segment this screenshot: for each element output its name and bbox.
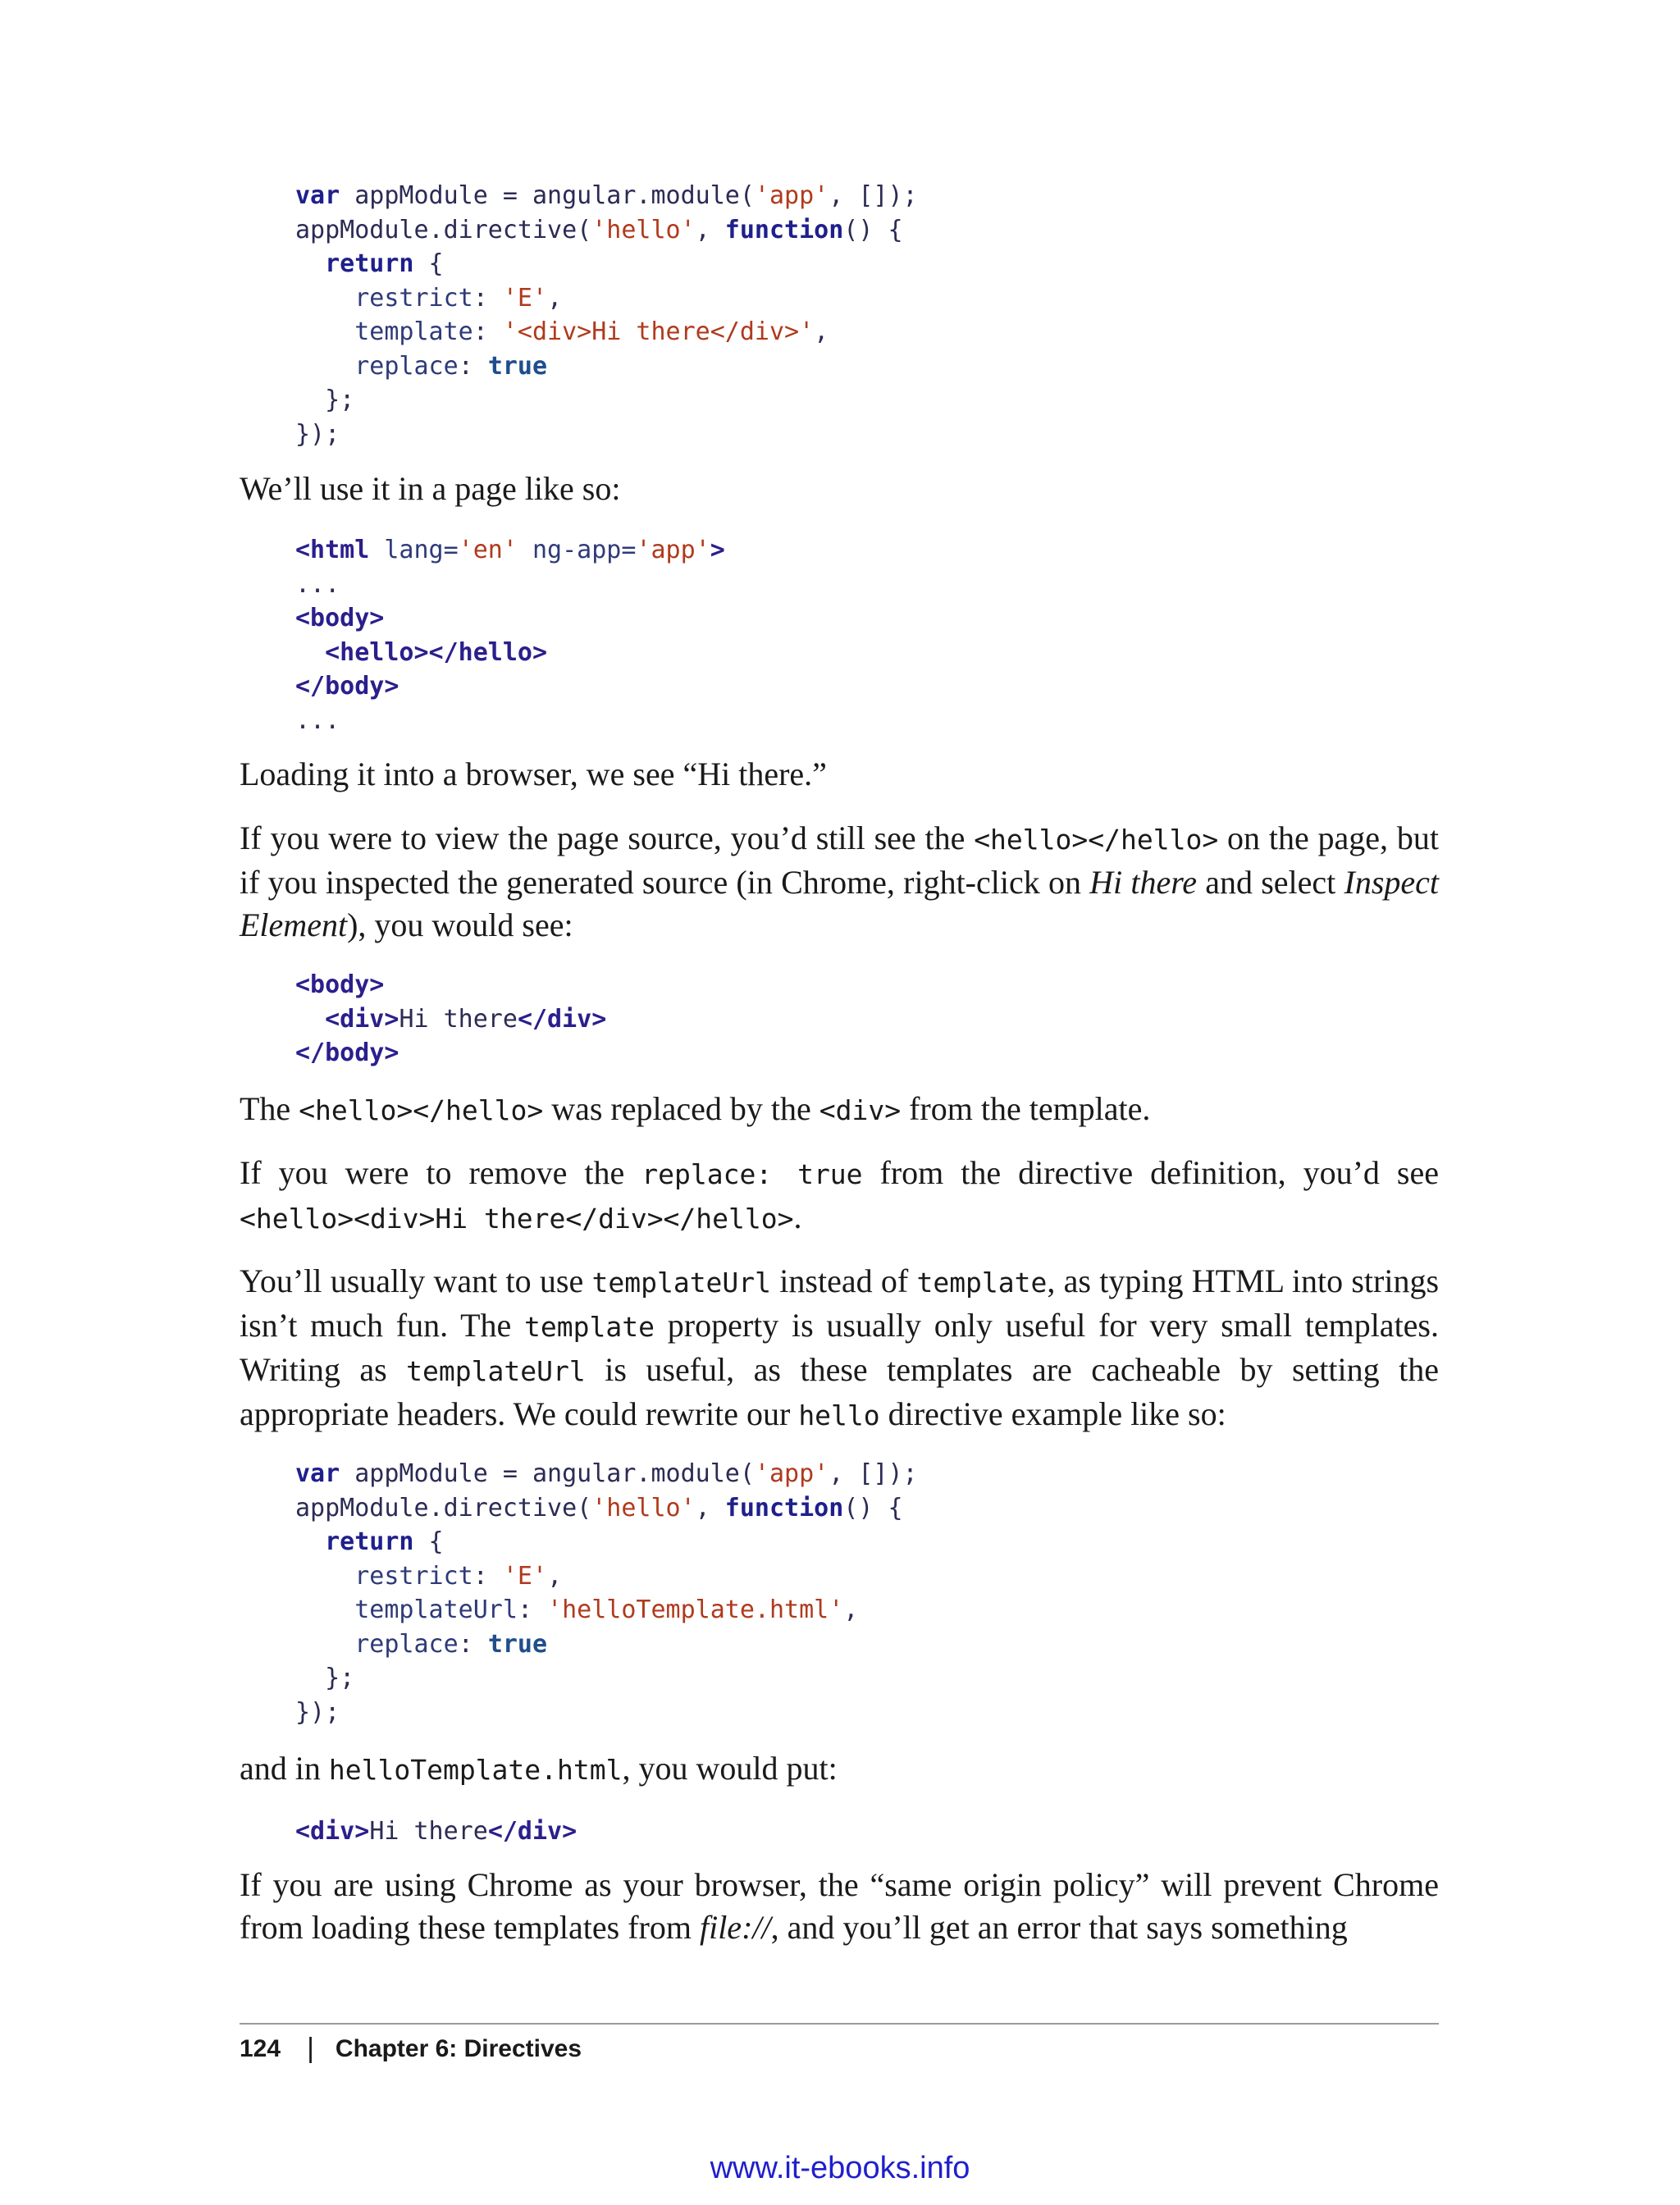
code-block-html-usage: <html lang='en' ng-app='app'> ... <body> <hello></hello> </body> ...	[295, 536, 725, 735]
paragraph: The <hello></hello> was replaced by the <div> from the template.	[240, 1090, 1151, 1127]
page-number: 124	[240, 2034, 281, 2062]
paragraph: and in helloTemplate.html, you would put:	[240, 1750, 838, 1787]
paragraph: If you were to view the page source, you’d still see the <hello></hello> on the page, but if you inspected the generated source (in Chrome, right-click on Hi there and select Inspect Element), you would see:	[240, 819, 1440, 943]
code-block-template-file: <div>Hi there</div>	[295, 1817, 578, 1846]
page-footer	[240, 2033, 582, 2065]
chapter-title: Chapter 6: Directives	[335, 2034, 582, 2062]
code-block-generated-source: <body> <div>Hi there</div> </body>	[295, 970, 607, 1067]
paragraph: If you were to remove the replace: true from the directive definition, you’d see <hello><div>Hi there</div></hello>.	[240, 1154, 1439, 1235]
footer-divider	[240, 2023, 1439, 2025]
watermark-link[interactable]: www.it-ebooks.info	[710, 2151, 970, 2185]
paragraph: If you are using Chrome as your browser, the “same origin policy” will prevent Chrome from loading these templates from file://, and you’ll get an error that says something	[240, 1866, 1439, 1946]
footer-separator: |	[307, 2033, 314, 2064]
paragraph: You’ll usually want to use templateUrl instead of template, as typing HTML into strings isn’t much fun. The template property is usually only useful for very small templates. Writing as templateUrl is useful, as these templates are cacheable by setting the appropriate headers. We could rewrite our hello directive example like so:	[240, 1262, 1440, 1432]
paragraph: Loading it into a browser, we see “Hi there.”	[240, 756, 827, 792]
code-block-directive-templateurl: var appModule = angular.module('app', []); appModule.directive('hello', function() { return { restrict: 'E', templateUrl: 'helloTemplate.html', replace: true }; });	[295, 1459, 918, 1727]
paragraph: We’ll use it in a page like so:	[240, 470, 621, 507]
code-block-directive: var appModule = angular.module('app', []); appModule.directive('hello', function() { return { restrict: 'E', template: '<div>Hi there</div>', replace: true }; });	[295, 181, 918, 449]
